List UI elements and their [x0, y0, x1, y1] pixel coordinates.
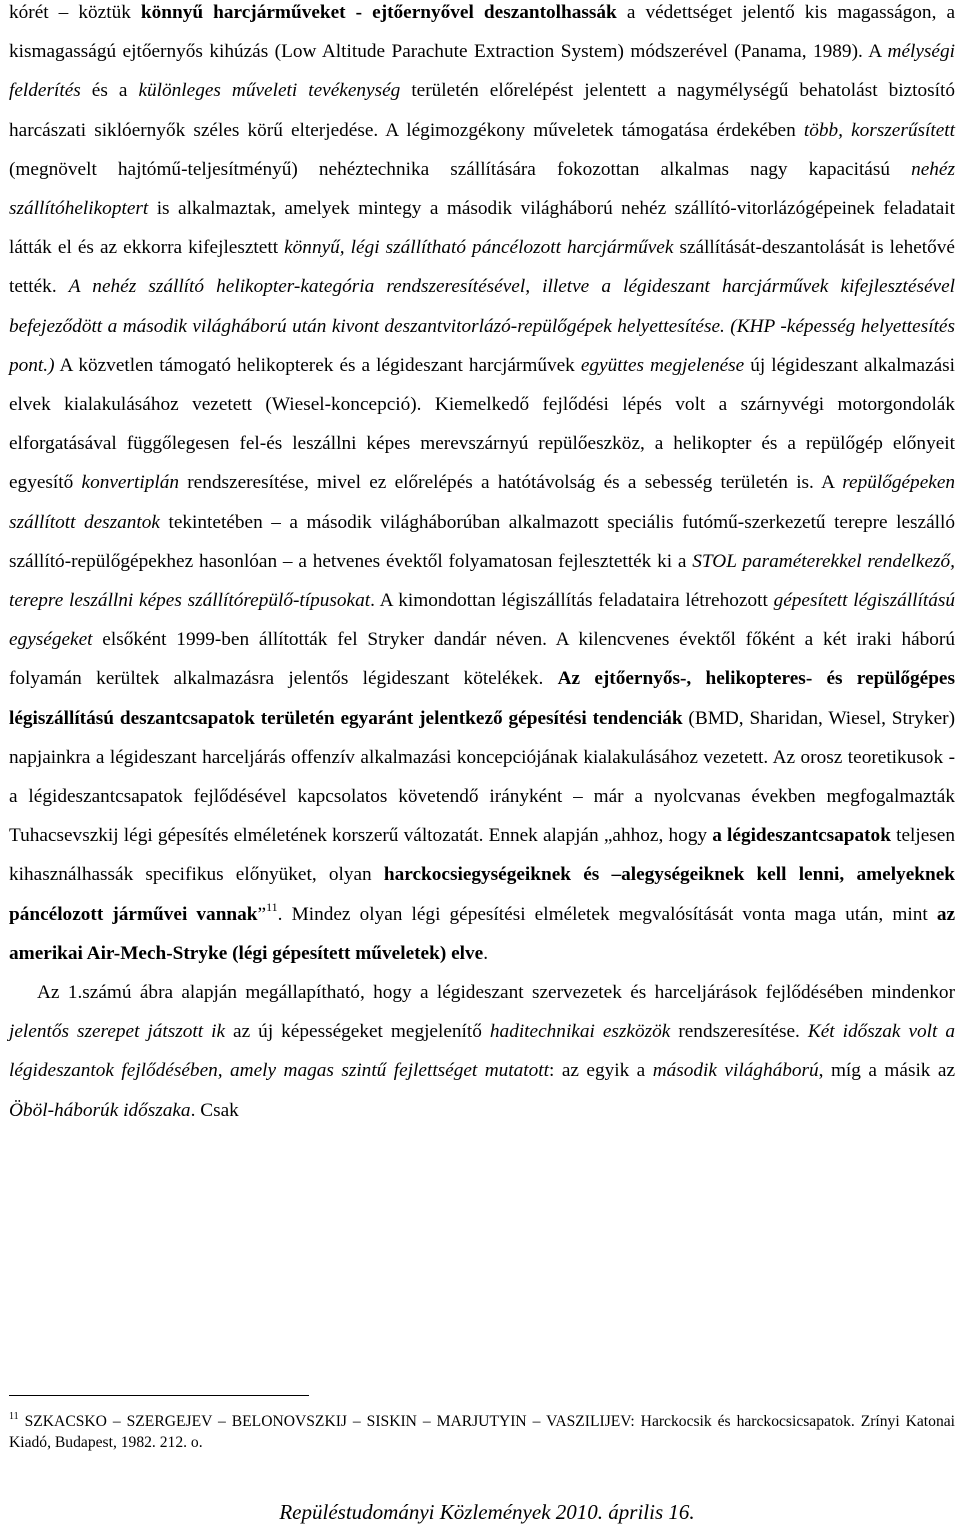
text-run: mélységi felderítés [9, 41, 955, 102]
text-run: rendszeresítése, mivel ez előrelépés a hatótávolság és a sebesség területén is. A [178, 472, 843, 494]
footnote-reference: 11 [266, 899, 278, 914]
body-paragraph-1 [9, 0, 955, 973]
text-run: és a [80, 80, 139, 102]
footer-journal: Repüléstudományi Közlemények 2010. április 16. [279, 1500, 695, 1524]
text-run: kórét – köztük [9, 2, 141, 23]
footnote-text: SZKACSKO – SZERGEJEV – BELONOVSZKIJ – SISKIN – MARJUTYIN – VASZILIJEV: Harckocsik és harckocsicsapatok. Zrínyi Katonai Kiadó, Budapest, 1982. 212. o. [9, 1413, 955, 1451]
text-run: rendszeresítése. [670, 1021, 808, 1043]
text-run: Az 1.számú ábra alapján megállapítható, hogy a légideszant szervezetek és harceljárások fejlődésében mindenkor [37, 982, 955, 1004]
text-run: . [483, 942, 489, 964]
text-run: Az ejtőernyős-, helikopteres- és repülőgépes légiszállítású deszantcsapatok területén egyaránt jelentkező gépesítési tendenciák [9, 668, 955, 729]
text-run: az amerikai Air-Mech-Stryke (légi gépesített műveletek) elve [9, 903, 956, 964]
text-run: Öböl-háborúk időszaka [9, 1099, 191, 1121]
text-run: több, korszerűsített [803, 119, 955, 141]
text-run: elsőként 1999-ben állították fel Stryker dandár néven. A kilencvenes évektől főként a két iraki háború folyamán kerültek alkalmazásra jelentős légideszant kötelékek. [9, 629, 955, 690]
text-run: STOL paraméterekkel rendelkező, terepre leszállni képes szállítórepülő-típusokat [9, 550, 955, 612]
text-run: . Mindez olyan légi gépesítési elméletek megvalósítását vonta maga után, mint [277, 903, 937, 925]
footnote-number: 11 [9, 1411, 19, 1422]
text-run: (megnövelt hajtómű-teljesítményű) nehéztechnika szállítására fokozottan alkalmas nagy kapacitású [9, 158, 912, 180]
text-run: területén előrelépést jelentett a nagymélységű behatolást biztosító harcászati siklóernyők széles körű elterjedése. A légimozgékony műveletek támogatása érdekében [9, 80, 956, 141]
text-run: könnyű harcjárműveket - ejtőernyővel deszantolhassák [140, 2, 617, 23]
text-run: repülőgépeken szállított deszantok [9, 472, 956, 533]
text-run: , míg a másik az [818, 1060, 956, 1082]
text-run: is alkalmaztak, amelyek mintegy a második világháború nehéz szállító-vitorlázógépeinek feladatait látták el és az ekkorra kifejlesztett [9, 198, 955, 259]
text-run: második világháború [652, 1060, 819, 1082]
text-run: a légideszantcsapatok [712, 825, 891, 847]
text-run: különleges műveleti tevékenység [138, 80, 401, 102]
page-footer [0, 1500, 960, 1525]
text-run: konvertiplán [81, 472, 179, 494]
text-run: haditechnikai eszközök [489, 1021, 671, 1043]
text-run: teljesen kihasználhassák specifikus előnyüket, olyan [9, 825, 955, 886]
text-run: a védettséget jelentő kis magasságon, a kismagasságú ejtőernyős kihúzás (Low Altitude Parachute Extraction System) módszerével (Panama, 1989). A [9, 2, 956, 63]
text-run: nehéz szállítóhelikoptert [9, 158, 955, 220]
text-run: szállítását-deszantolását is lehetővé tették. [9, 237, 955, 298]
text-run: gépesített légiszállítású egységeket [9, 590, 955, 651]
text-run: tekintetében – a második világháborúban alkalmazott speciális futómű-szerkezetű terepre leszálló szállító-repülőgépekhez hasonlóan – a hetvenes évektől folyamatosan fejlesztették ki a [9, 511, 955, 572]
text-run: A nehéz szállító helikopter-kategória rendszeresítésével, illetve a légideszant harcjárművek kifejlesztésével befejeződött a második világháború után kivont deszantvitorlázó-repülőgépek helyettesítése. (KHP -képesség helyettesítés pont.) [9, 276, 956, 376]
text-run: . Csak [190, 1099, 239, 1121]
text-run: jelentős szerepet játszott ik [9, 1021, 226, 1043]
text-run: új légideszant alkalmazási elvek kialakulásához vezetett (Wiesel-koncepció). Kiemelkedő fejlődési lépés volt a szárnyvégi motorgondolák elforgatásával függőlegesen fel-és leszállni képes merevszárnyú repülőeszköz, a helikopter és a repülőgép előnyeit egyesítő [9, 354, 955, 494]
text-run: könnyű, légi szállítható páncélozott harcjárművek [284, 237, 674, 259]
text-run: együttes megjelenése [580, 354, 745, 376]
body-paragraph-2 [9, 973, 955, 1130]
text-run: harckocsiegységeiknek és –alegységeiknek kell lenni, amelyeknek páncélozott járművei vannak [9, 864, 955, 925]
text-run: (BMD, Sharidan, Wiesel, Stryker) napjainkra a légideszant harceljárás offenzív alkalmazási koncepciójának kialakulásához vezetett. Az orosz teoretikusok - a légideszantcsapatok fejlődésével kapcsolatos követendő irányként – már a nyolcvanas években megfogalmazták Tuhacsevszkij légi gépesítés elméletének korszerű változatát. Ennek alapján „ahhoz, hogy [9, 707, 955, 847]
footnote-divider [9, 1395, 309, 1396]
text-run: Két időszak volt a légideszantok fejlődésében, amely magas szintű fejlettséget mutatott [9, 1021, 956, 1082]
text-run: . A kimondottan légiszállítás feladataira létrehozott [370, 590, 774, 612]
text-run: az új képességeket megjelenítő [225, 1021, 490, 1043]
document-page [9, 0, 955, 1137]
text-run: ” [257, 903, 267, 925]
footnote [9, 1412, 955, 1453]
text-run: : az egyik a [549, 1060, 653, 1082]
text-run: A közvetlen támogató helikopterek és a légideszant harcjárművek [54, 354, 581, 376]
